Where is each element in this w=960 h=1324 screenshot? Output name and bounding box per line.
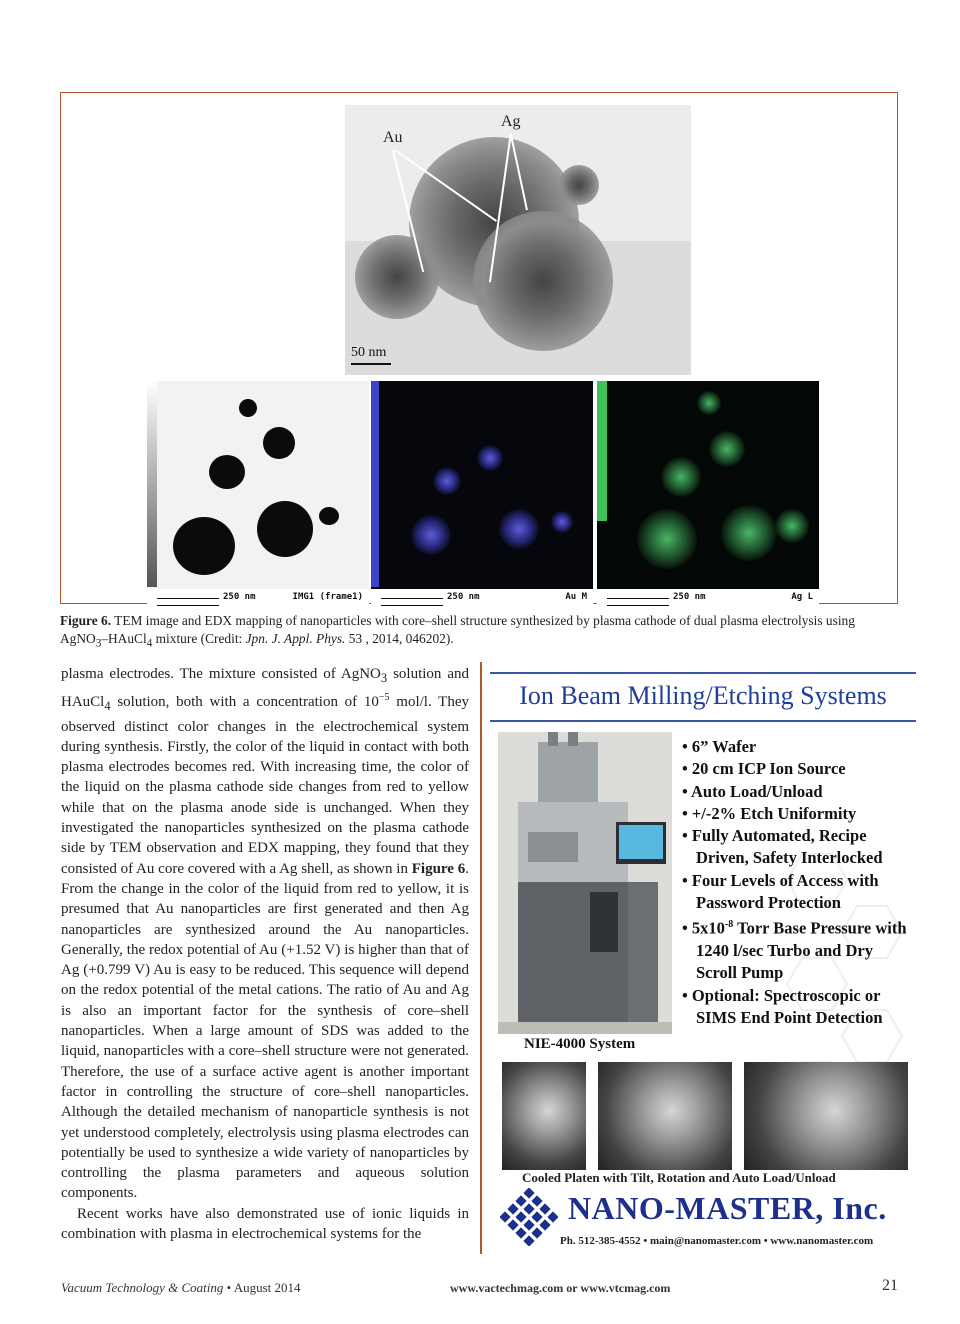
figure-reference: Figure 6 <box>411 860 466 877</box>
company-name: NANO-MASTER, Inc. <box>568 1190 887 1226</box>
body-text-column <box>61 664 469 1244</box>
caption-subscript: 4 <box>146 637 153 650</box>
ad-feature: • $5x10^{-8}$ Torr Base Pressure with 1240 l/sec Turbo and Dry Scroll Pump <box>682 918 907 983</box>
ad-feature-list <box>682 736 914 1029</box>
caption-text: mixture (Credit: <box>152 631 246 646</box>
figure-caption-label: Figure 6. <box>60 613 112 628</box>
caption-subscript: 3 <box>95 637 102 650</box>
edx-panel-label: Ag L <box>791 592 813 602</box>
tem-particle <box>473 211 613 351</box>
tem-image <box>345 105 691 375</box>
platen-photo <box>744 1062 908 1170</box>
company-contact: Ph. 512-385-4552 • main@nanomaster.com • www.nanomaster.com <box>560 1235 874 1247</box>
edx-panel-label: IMG1 (frame1) <box>292 592 363 602</box>
tem-scale-bar <box>351 363 391 365</box>
edx-scale-text: 250 nm <box>223 592 256 602</box>
tem-label-ag: Ag <box>501 113 521 130</box>
ad-feature: • 6” Wafer <box>682 737 757 756</box>
footer-urls: www.vactechmag.com or www.vtcmag.com <box>450 1281 671 1295</box>
tem-particle <box>355 235 439 319</box>
platen-photo <box>502 1062 586 1170</box>
body-paragraph: plasma electrodes. The mixture consisted of AgNO$_3$ solution and HAuCl$_4$ solution, both with a concentration of $10^{-5}$ mol/l. They observed distinct color changes in the electrochemical system during synthesis. Firstly, the color of the liquid in contact with both plasma electrodes becomes red. With increasing time, the color of the liquid on the plasma cathode side changes from red to yellow while that on the plasma anode side is unchanged. When they investigated the nanoparticles synthesized on the plasma cathode side by TEM observation and EDX mapping, they found that they consisted of Au core covered with a Ag shell, as shown in Figure 6. From the change in the color of the liquid from red to yellow, it is presumed that Au nanoparticles are first generated and then Ag nanoparticles are synthesized around the Au nanoparticles. Generally, the redox potential of Au (+1.52 V) is higher than that of Ag (+0.799 V) Au is easy to be reduced. This sequence will depend on the redox potential of the metal cations. The ratio of Au and Ag is also an important factor for the synthesis of core–shell nanoparticles. When a large amount of SDS was added to the liquid, nanoparticles with a core–shell structure were not generated. Therefore, the use of a surface active agent is another important factor in controlling the structure of core–shell nanoparticles. Although the detailed mechanism of nanoparticle synthesis is not yet understood completely, electrolysis using plasma electrodes can potentially be used to synthesize a wide variety of nanoparticles by controlling the plasma parameters and aqueous solution components. <box>61 666 470 1202</box>
edx-au-map <box>371 381 593 607</box>
page-number: 21 <box>882 1277 898 1294</box>
system-label: NIE-4000 System <box>524 1036 636 1052</box>
edx-image-panel <box>147 381 369 607</box>
caption-journal: Jpn. J. Appl. Phys. <box>245 631 346 646</box>
ad-feature: • +/-2% Etch Uniformity <box>682 803 857 823</box>
caption-text: 53 , 2014, 046202). <box>345 631 454 646</box>
edx-panel-label: Au M <box>565 592 587 602</box>
footer-journal: Vacuum Technology & Coating • August 2014 <box>61 1280 301 1295</box>
caption-text: TEM image and EDX mapping of nanoparticles with core–shell structure synthesized by plasma cathode of dual plasma electrolysis using AgNO <box>60 613 855 646</box>
body-paragraph: Recent works have also demonstrated use of ionic liquids in combination with plasma in electrochemical systems for the <box>61 1205 469 1243</box>
advertisement <box>480 662 918 1254</box>
ad-feature: • Four Levels of Access with Password Protection <box>682 870 879 913</box>
machine-photo <box>498 732 672 1034</box>
edx-ag-map <box>597 381 819 607</box>
ad-title: Ion Beam Milling/Etching Systems <box>490 672 916 722</box>
nano-master-logo-icon <box>500 1188 558 1246</box>
ad-feature: • Optional: Spectroscopic or SIMS End Point Detection <box>682 985 883 1028</box>
tem-particle <box>559 165 599 205</box>
edx-scale-text: 250 nm <box>447 592 480 602</box>
figure-frame <box>60 92 898 604</box>
tem-label-au: Au <box>383 129 403 146</box>
photo-caption: Cooled Platen with Tilt, Rotation and Auto Load/Unload <box>522 1170 836 1185</box>
tem-scale-text: 50 nm <box>351 345 387 360</box>
caption-text: –HAuCl <box>101 631 147 646</box>
ad-feature: • 20 cm ICP Ion Source <box>682 759 846 779</box>
figure-caption <box>60 612 900 653</box>
ad-feature: • Auto Load/Unload <box>682 781 823 801</box>
platen-photo <box>598 1062 732 1170</box>
edx-scale-text: 250 nm <box>673 592 706 602</box>
ad-feature: • Fully Automated, Recipe Driven, Safety Interlocked <box>682 826 883 868</box>
